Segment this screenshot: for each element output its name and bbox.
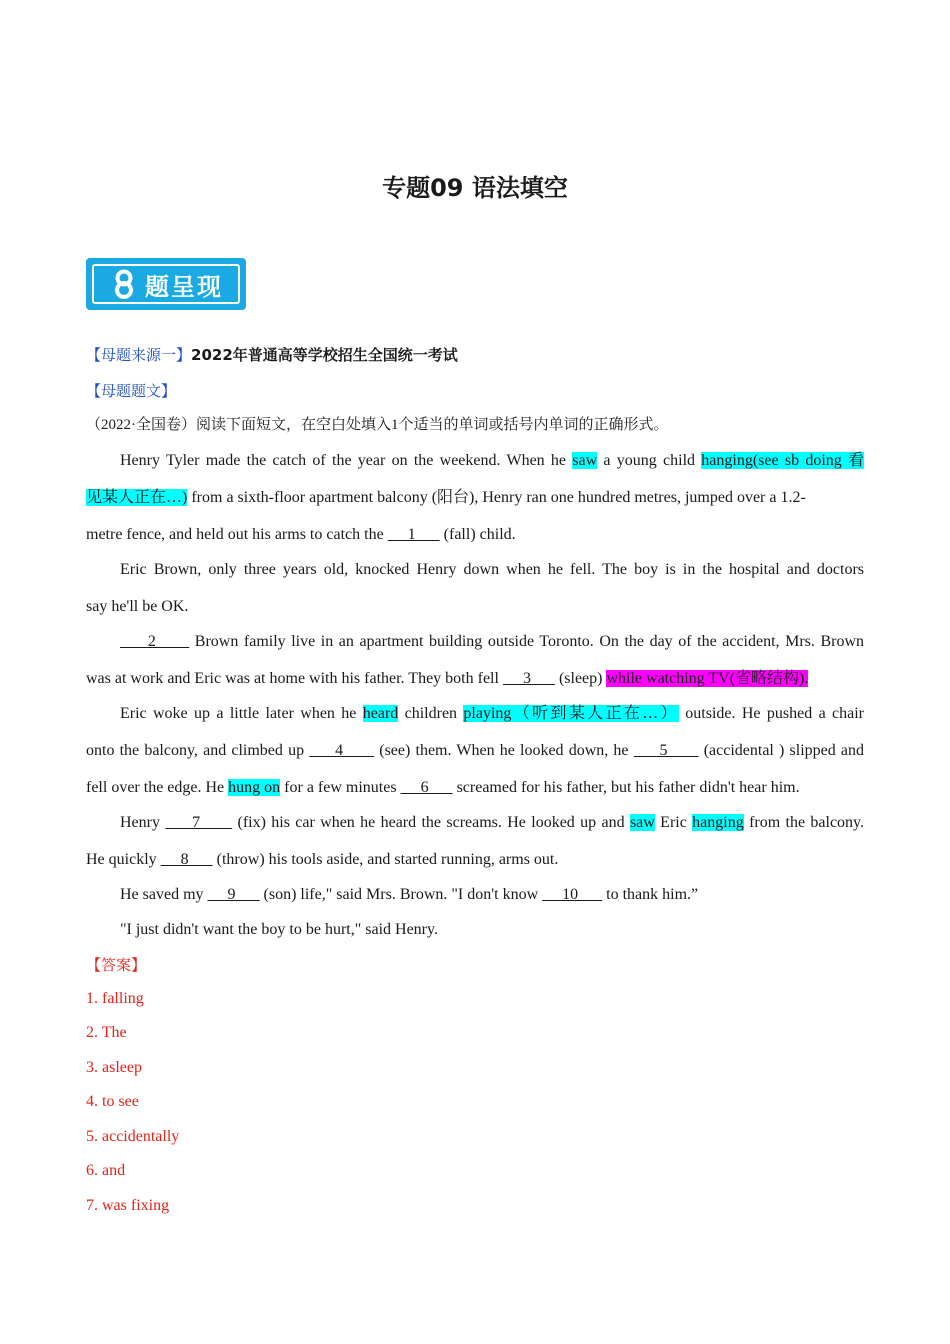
passage-text: (see) them. When he looked down, he [374,742,634,759]
blank-3: 3 [502,670,555,687]
passage-text: metre fence, and held out his arms to catch the [86,526,388,543]
passage-text: (throw) his tools aside, and started running, arms out. [212,851,559,868]
passage-text: children [398,705,464,722]
passage-line [86,668,864,690]
passage-text: (fix) his car when he heard the screams. He looked up and [232,814,630,831]
passage-text: for a few minutes [280,779,401,796]
blank-7: 7 [165,814,233,831]
section-badge [86,258,246,310]
passage-line: "I just didn't want the boy to be hurt," said Henry. [120,921,438,938]
passage-line [86,631,864,653]
answer-label: 【答案】 [86,956,147,974]
passage-line [86,849,864,871]
answer-item: 2. The [86,1024,127,1041]
highlight-saw-2: saw [629,814,655,831]
blank-9: 9 [207,886,260,903]
passage-line [86,812,864,834]
passage-text: was at work and Eric was at home with his father. They both fell [86,670,503,687]
highlight-hanging: hanging(see sb doing 看 [701,452,865,469]
passage-text: He saved my [120,886,208,903]
passage-text: fell over the edge. He [86,779,229,796]
passage-text: (son) life," said Mrs. Brown. "I don't know [259,886,543,903]
passage-text: to thank him.” [602,886,699,903]
highlight-hung-on: hung on [228,779,281,796]
passage-text: Henry [120,814,166,831]
passage-text: He quickly [86,851,161,868]
passage-line: Eric Brown, only three years old, knocked Henry down when he fell. The boy is in the hospital and doctors [120,561,864,578]
source-text: 2022年普通高等学校招生全国统一考试 [191,346,458,364]
passage-text: from the balcony. [743,814,865,831]
passage-text: (fall) child. [439,526,516,543]
highlight-while: while watching TV(省略结构). [606,670,809,687]
passage-text: (accidental ) slipped and [698,742,865,759]
number-eight-icon [109,269,139,299]
passage-text: Henry Tyler made the catch of the year on the weekend. When he [120,452,573,469]
blank-5: 5 [633,742,699,759]
passage-text: Brown family live in an apartment building outside Toronto. On the day of the accident, Mrs. Brown [189,633,865,650]
highlight-saw: saw [572,452,598,469]
passage-line [86,450,864,472]
passage-line [86,740,864,762]
passage-text: Eric woke up a little later when he [120,705,363,722]
passage-line [86,524,864,546]
answer-item: 7. was fixing [86,1197,170,1214]
source-line [86,344,864,367]
blank-10: 10 [542,886,603,903]
passage-text: Eric [654,814,693,831]
blank-2: 2 [120,633,190,650]
passage-line [86,703,864,725]
source-bracket: 【母题来源一】 [86,346,192,364]
passage-text: onto the balcony, and climbed up [86,742,310,759]
answer-item: 6. and [86,1162,126,1179]
blank-1: 1 [387,526,440,543]
answer-item: 4. to see [86,1093,139,1110]
highlight-hanging-2: hanging [692,814,744,831]
passage-text: (sleep) [554,670,607,687]
highlight-hanging-cont: 见某人正在…) [86,489,188,506]
blank-8: 8 [160,851,213,868]
blank-6: 6 [400,779,453,796]
blank-4: 4 [309,742,375,759]
passage-text: screamed for his father, but his father didn't hear him. [452,779,800,796]
passage-line [86,777,864,799]
passage-text: from a sixth-floor apartment balcony (阳台), Henry ran one hundred metres, jumped over a 1.2- [187,489,806,506]
passage-text: outside. He pushed a chair [678,705,865,722]
page-title: 专题09 语法填空 [382,174,568,202]
passage-line: say he'll be OK. [86,598,189,615]
instruction: （2022·全国卷）阅读下面短文，在空白处填入1个适当的单词或括号内单词的正确形式。 [86,417,669,433]
highlight-heard: heard [362,705,399,722]
badge-label: 题呈现 [145,272,223,301]
passage-text: a young child [597,452,702,469]
passage-line [86,884,864,906]
highlight-playing: playing（听到某人正在…） [463,705,679,722]
passage-line [86,487,864,509]
question-label: 【母题题文】 [86,382,177,400]
answer-item: 5. accidentally [86,1128,180,1145]
answer-item: 1. falling [86,990,144,1007]
answer-item: 3. asleep [86,1059,142,1076]
